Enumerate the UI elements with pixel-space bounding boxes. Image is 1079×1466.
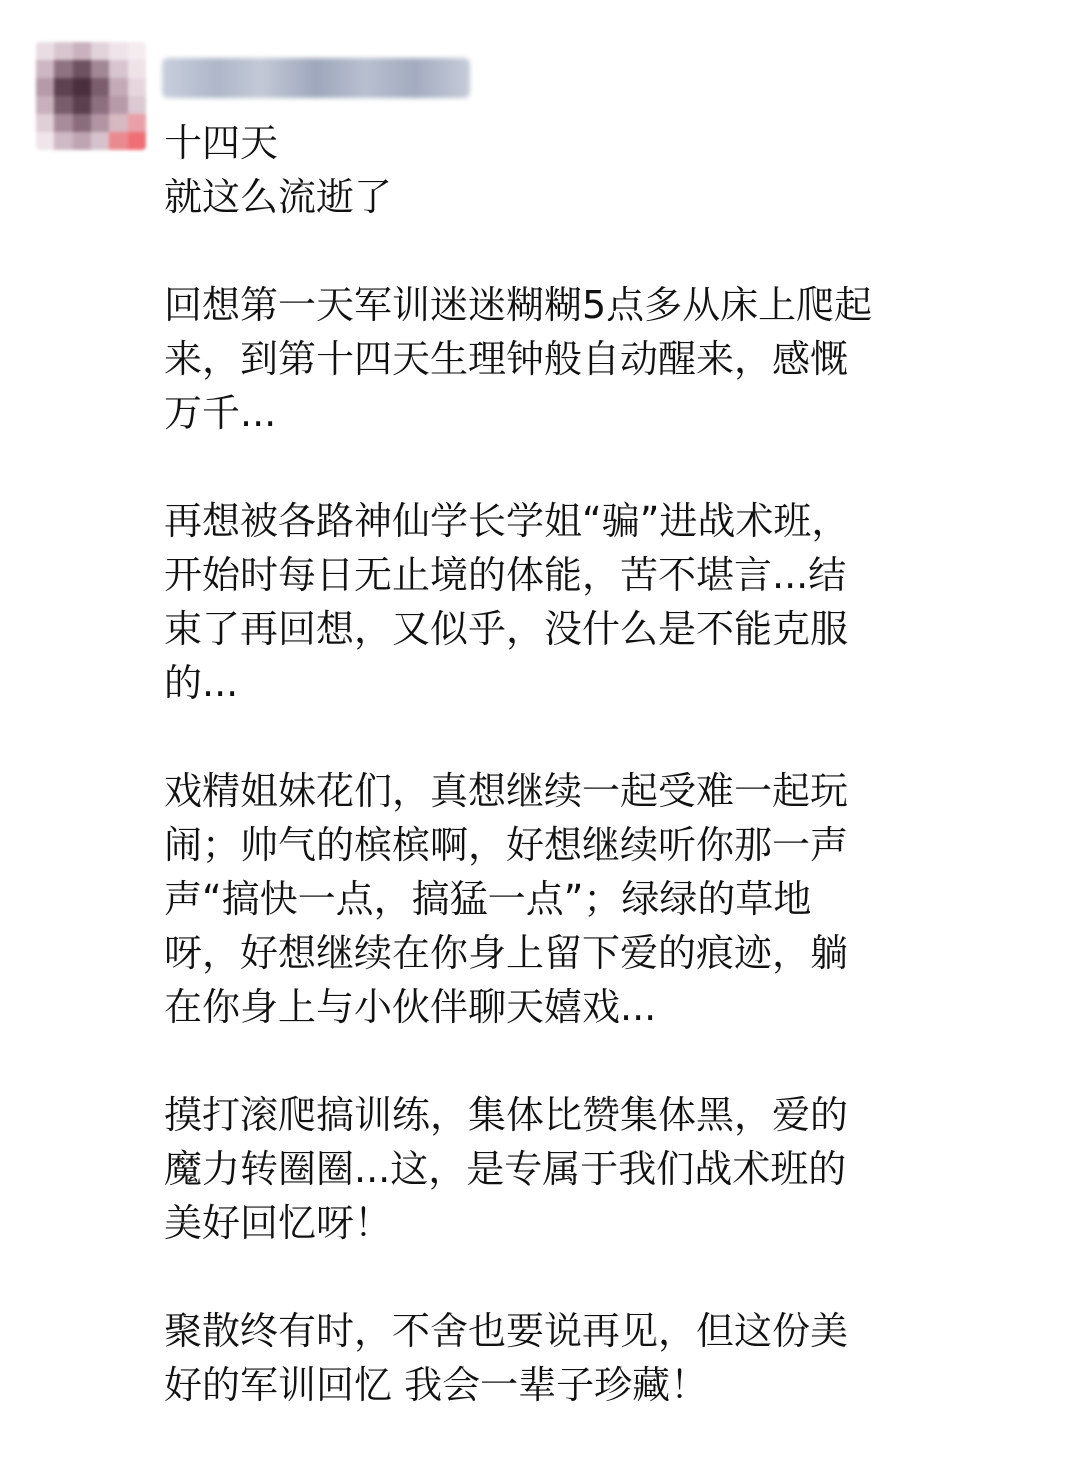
post-text-line: 回想第一天军训迷迷糊糊5点多从床上爬起 xyxy=(164,283,873,327)
post-paragraph xyxy=(164,278,1044,440)
post-paragraph xyxy=(164,116,1044,224)
post-paragraph xyxy=(164,764,1044,1034)
post-text-line: 声“搞快一点，搞猛一点”；绿绿的草地 xyxy=(164,877,812,921)
post-text-line: 聚散终有时，不舍也要说再见，但这份美 xyxy=(164,1309,849,1353)
post-text xyxy=(164,116,1044,1466)
post-text-line: 在你身上与小伙伴聊天嬉戏... xyxy=(164,985,657,1029)
avatar[interactable] xyxy=(36,42,146,150)
post-text-line: 美好回忆呀！ xyxy=(164,1201,393,1245)
post-text-line: 万千... xyxy=(164,391,277,435)
post-text-line: 戏精姐妹花们，真想继续一起受难一起玩 xyxy=(164,769,849,813)
post-paragraph xyxy=(164,494,1044,710)
post-text-line: 摸打滚爬搞训练，集体比赞集体黑，爱的 xyxy=(164,1093,849,1137)
post-text-line: 好的军训回忆 我会一辈子珍藏！ xyxy=(164,1363,709,1407)
post-text-line: 十四天 xyxy=(164,121,279,165)
post-text-line: 的... xyxy=(164,661,239,705)
post-text-line: 来，到第十四天生理钟般自动醒来，感慨 xyxy=(164,337,849,381)
post-text-line: 开始时每日无止境的体能，苦不堪言...结 xyxy=(164,553,847,597)
post-paragraph xyxy=(164,1304,1044,1412)
post-paragraph xyxy=(164,1088,1044,1250)
post-text-line: 魔力转圈圈...这，是专属于我们战术班的 xyxy=(164,1147,847,1191)
username-blurred[interactable] xyxy=(162,58,470,98)
post-text-line: 呀，好想继续在你身上留下爱的痕迹，躺 xyxy=(164,931,849,975)
post-text-line: 闹；帅气的槟槟啊，好想继续听你那一声 xyxy=(164,823,849,867)
post-text-line: 束了再回想，又似乎，没什么是不能克服 xyxy=(164,607,849,651)
post-text-line: 就这么流逝了 xyxy=(164,175,393,219)
post-text-line: 再想被各路神仙学长学姐“骗”进战术班， xyxy=(164,499,850,543)
